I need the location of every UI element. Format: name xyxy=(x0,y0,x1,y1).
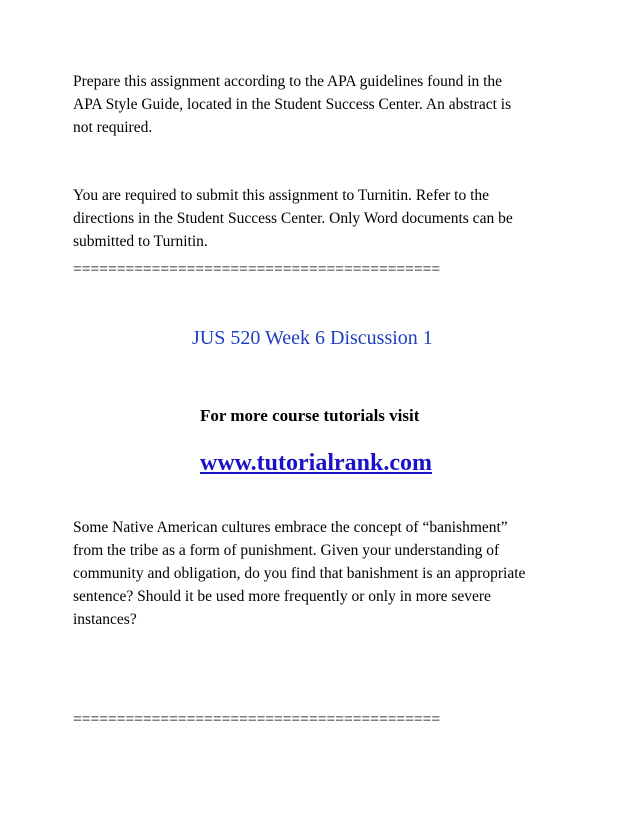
paragraph-line: sentence? Should it be used more frequently or only in more severe xyxy=(73,588,491,605)
paragraph-line: Some Native American cultures embrace the concept of “banishment” xyxy=(73,519,508,536)
paragraph-line: not required. xyxy=(73,119,153,136)
discussion-question-paragraph xyxy=(73,516,573,631)
paragraph-line: directions in the Student Success Center. Only Word documents can be xyxy=(73,210,513,227)
turnitin-paragraph xyxy=(73,184,573,253)
paragraph-line: You are required to submit this assignment to Turnitin. Refer to the xyxy=(73,187,490,204)
paragraph-line: APA Style Guide, located in the Student Success Center. An abstract is xyxy=(73,96,512,113)
paragraph-line: community and obligation, do you find that banishment is an appropriate xyxy=(73,565,526,582)
paragraph-line: from the tribe as a form of punishment. Given your understanding of xyxy=(73,542,500,559)
separator-bottom: ========================================== xyxy=(73,711,441,728)
paragraph-line: submitted to Turnitin. xyxy=(73,233,208,250)
separator-top: ========================================== xyxy=(73,261,441,278)
paragraph-line: Prepare this assignment according to the APA guidelines found in the xyxy=(73,73,503,90)
apa-guidelines-paragraph xyxy=(73,70,573,139)
tutorialrank-link[interactable]: www.tutorialrank.com xyxy=(200,450,432,476)
page-title: JUS 520 Week 6 Discussion 1 xyxy=(192,327,433,349)
paragraph-line: instances? xyxy=(73,611,137,628)
visit-prompt: For more course tutorials visit xyxy=(200,406,420,425)
